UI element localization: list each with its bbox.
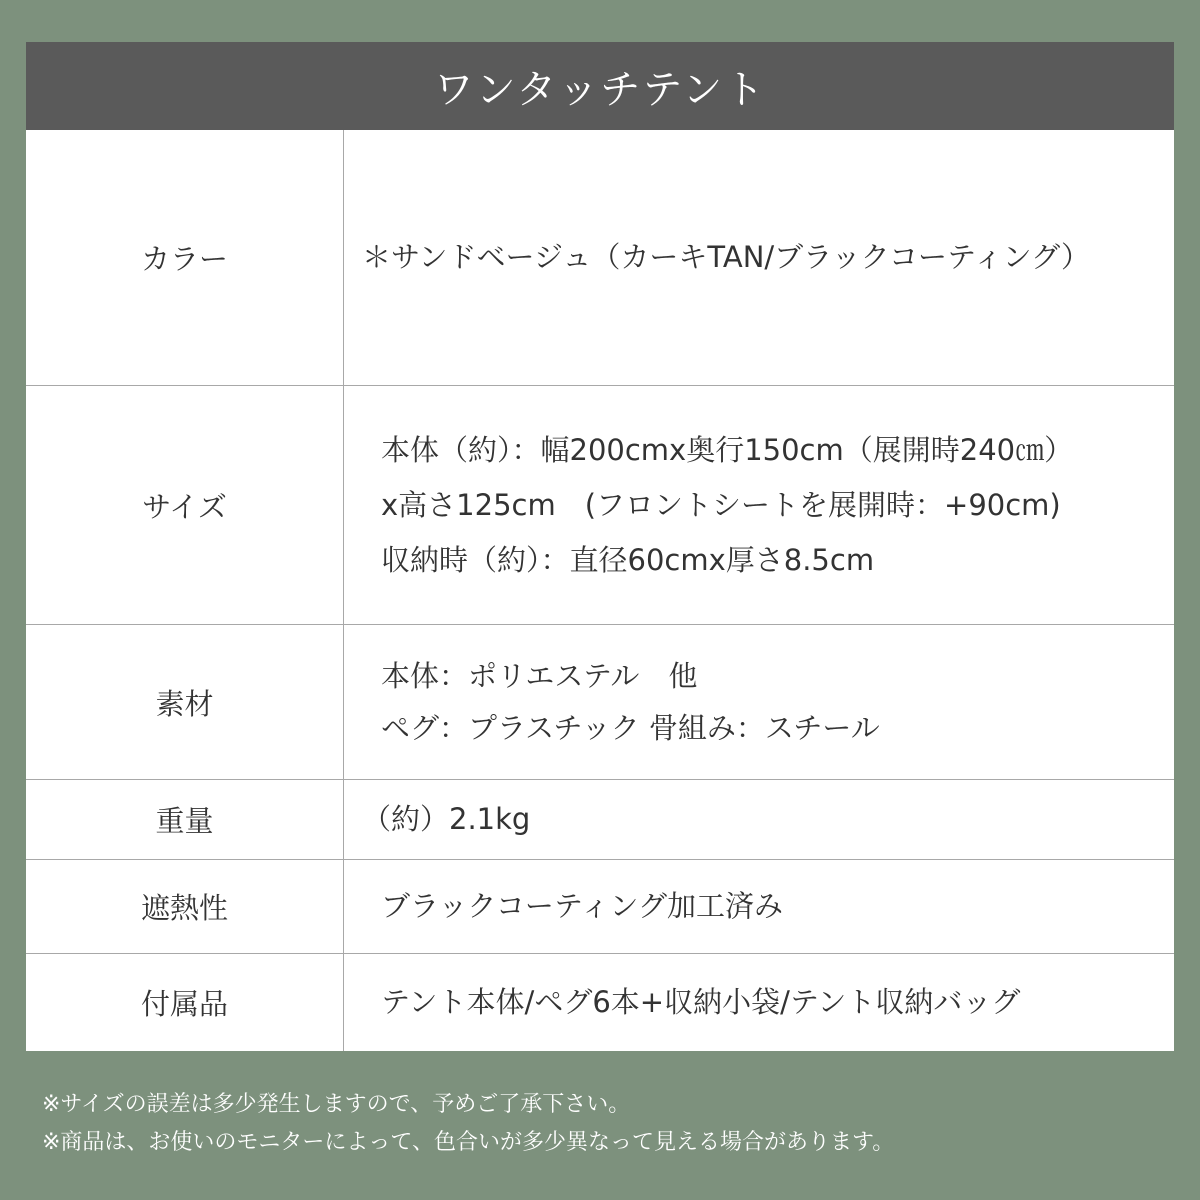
spec-label-accessories: 付属品 bbox=[26, 954, 344, 1051]
spec-label-color: カラー bbox=[26, 130, 344, 385]
spec-value-material bbox=[344, 625, 1174, 779]
spec-table bbox=[26, 42, 1174, 1051]
spec-row-color bbox=[26, 130, 1174, 386]
spec-value-accessories bbox=[344, 954, 1174, 1051]
spec-value-line: 収納時（約）：直径60cmx厚さ8.5cm bbox=[381, 542, 875, 577]
spec-value-color bbox=[344, 130, 1174, 385]
spec-label-heat-shield: 遮熱性 bbox=[26, 860, 344, 953]
footnotes bbox=[42, 1086, 894, 1162]
spec-row-accessories bbox=[26, 954, 1174, 1051]
spec-value-line: 本体（約）：幅200cmx奥行150cm（展開時240㎝） bbox=[381, 432, 1074, 467]
spec-value-line: 本体：ポリエステル 他 bbox=[381, 659, 698, 693]
spec-value-line: ＊サンドベージュ（カーキTAN/ブラックコーティング） bbox=[362, 240, 1090, 274]
spec-label-weight: 重量 bbox=[26, 780, 344, 859]
footnote-size-tolerance: ※サイズの誤差は多少発生しますので、予めご了承下さい。 bbox=[42, 1092, 631, 1117]
spec-value-line: （約）2.1kg bbox=[362, 802, 531, 836]
spec-row-size bbox=[26, 386, 1174, 625]
spec-row-weight bbox=[26, 780, 1174, 860]
spec-label-size: サイズ bbox=[26, 386, 344, 624]
footnote-color-difference: ※商品は、お使いのモニターによって、色合いが多少異なって見える場合があります。 bbox=[42, 1130, 895, 1155]
spec-value-line: テント本体/ペグ6本+収納小袋/テント収納バッグ bbox=[381, 985, 1021, 1019]
spec-value-weight bbox=[344, 780, 1174, 859]
spec-value-line: x高さ125cm (フロントシートを展開時：+90cm) bbox=[381, 487, 1061, 522]
spec-label-material: 素材 bbox=[26, 625, 344, 779]
spec-value-line: ブラックコーティング加工済み bbox=[381, 889, 783, 923]
spec-row-material bbox=[26, 625, 1174, 780]
spec-value-heat-shield bbox=[344, 860, 1174, 953]
spec-value-size bbox=[344, 386, 1174, 624]
spec-row-heat-shield bbox=[26, 860, 1174, 954]
spec-value-line: ペグ：プラスチック 骨組み：スチール bbox=[381, 711, 880, 745]
table-title: ワンタッチテント bbox=[26, 42, 1174, 130]
